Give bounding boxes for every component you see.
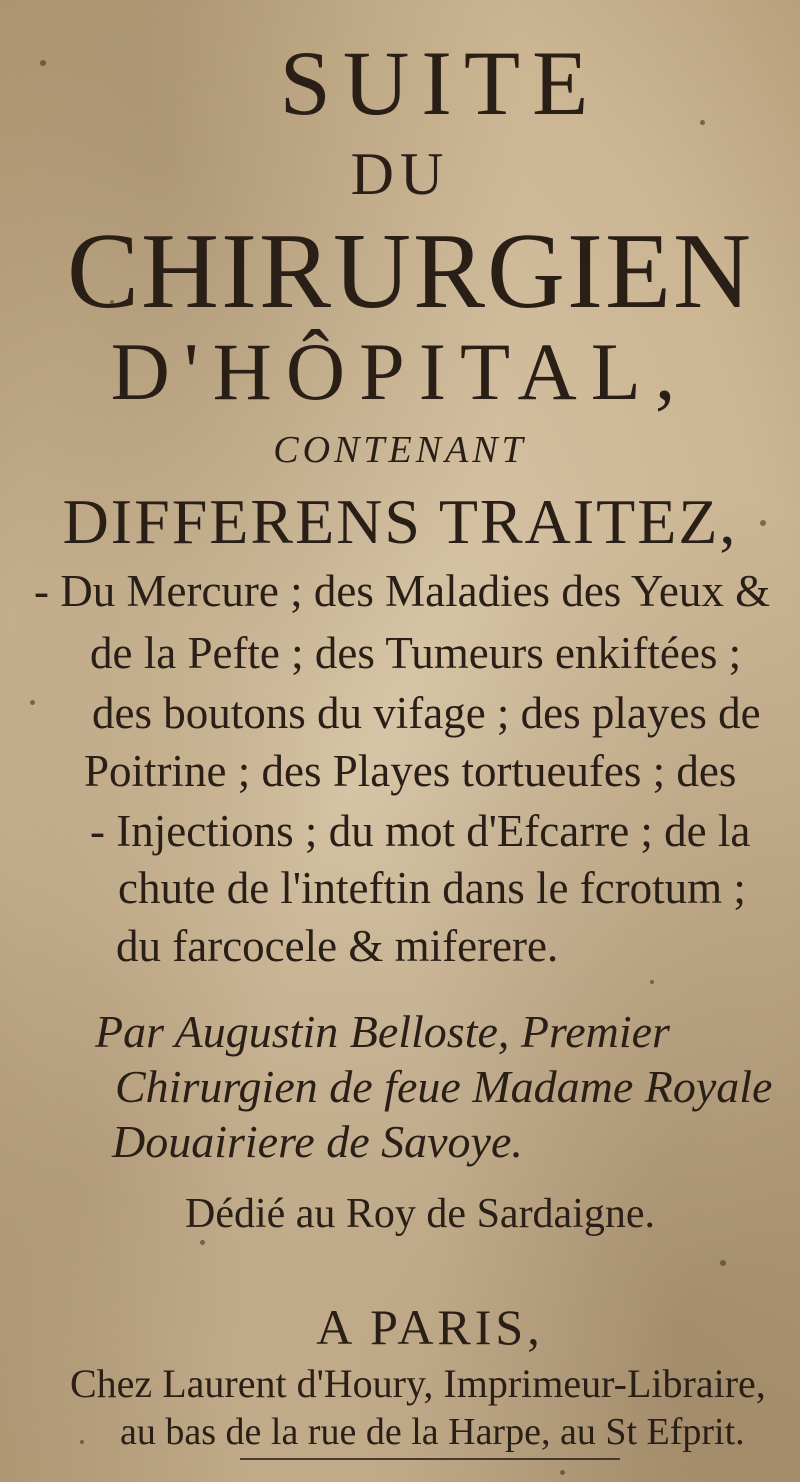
heading-differens-traitez: DIFFERENS TRAITEZ, xyxy=(62,486,738,557)
author-line-2: Chirurgien de feue Madame Royale xyxy=(115,1061,773,1112)
imprint-printer: Chez Laurent d'Houry, Imprimeur-Libraire, xyxy=(70,1361,766,1406)
body-line-3: des boutons du vifage ; des playes de xyxy=(92,688,761,738)
dedication: Dédié au Roy de Sardaigne. xyxy=(184,1191,656,1237)
imprint-city: A PARIS, xyxy=(316,1299,544,1355)
body-line-5: - Injections ; du mot d'Efcarre ; de la xyxy=(90,806,751,856)
body-line-7: du farcocele & miferere. xyxy=(116,921,559,971)
title-du: DU xyxy=(350,141,450,207)
body-line-1: - Du Mercure ; des Maladies des Yeux & xyxy=(34,566,771,616)
author-line-1: Par Augustin Belloste, Premier xyxy=(95,1006,670,1057)
author-line-3: Douairiere de Savoye. xyxy=(112,1116,523,1167)
imprint-rule xyxy=(240,1458,620,1460)
title-chirurgien: CHIRURGIEN xyxy=(67,212,753,331)
body-line-6: chute de l'inteftin dans le fcrotum ; xyxy=(118,863,746,913)
title-dhopital: D'HÔPITAL, xyxy=(110,326,690,417)
imprint-address: au bas de la rue de la Harpe, au St Efprit. xyxy=(120,1411,745,1453)
title-suite: SUITE xyxy=(279,32,601,134)
body-line-2: de la Pefte ; des Tumeurs enkiftées ; xyxy=(90,628,742,678)
title-contenant: CONTENANT xyxy=(273,429,527,471)
body-line-4: Poitrine ; des Playes tortueufes ; des xyxy=(84,746,737,796)
